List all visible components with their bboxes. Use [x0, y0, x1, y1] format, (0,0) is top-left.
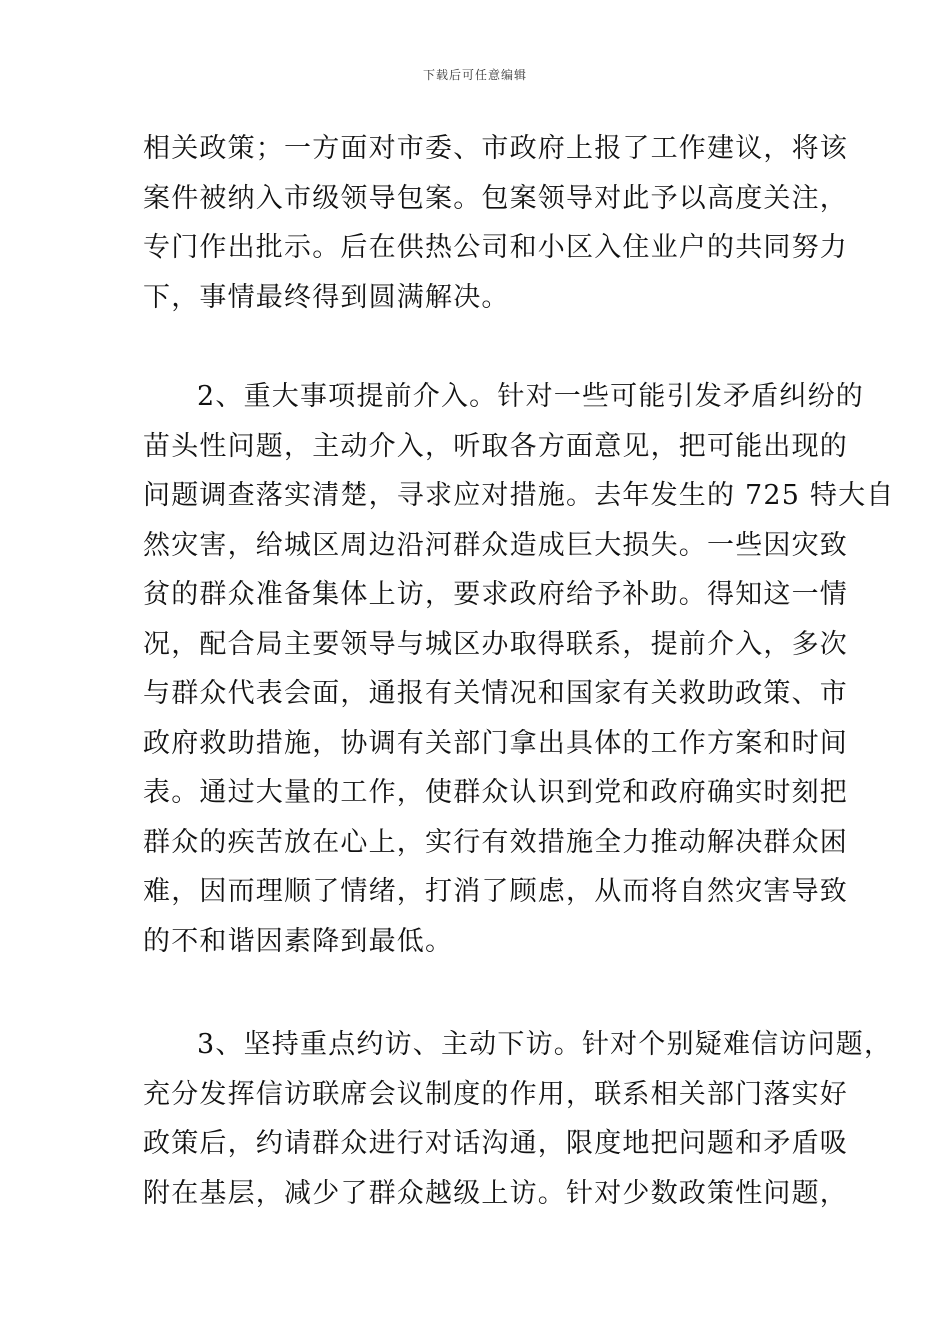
- paragraph-line: 然灾害，给城区周边沿河群众造成巨大损失。一些因灾致: [143, 529, 848, 561]
- paragraph-line: 与群众代表会面，通报有关情况和国家有关救助政策、市: [143, 678, 848, 709]
- paragraph-line: 况，配合局主要领导与城区办取得联系，提前介入，多次: [143, 628, 848, 660]
- paragraph-line: 的不和谐因素降到最低。: [143, 925, 454, 957]
- paragraph-line: 政府救助措施，协调有关部门拿出具体的工作方案和时间: [143, 727, 848, 759]
- paragraph-line: 案件被纳入市级领导包案。包案领导对此予以高度关注，: [143, 182, 848, 214]
- paragraph-line: 群众的疾苦放在心上，实行有效措施全力推动解决群众困: [143, 826, 848, 858]
- paragraph-3: [143, 1020, 893, 1218]
- paragraph-line: 难，因而理顺了情绪，打消了顾虑，从而将自然灾害导致: [143, 876, 848, 907]
- paragraph-line: 政策后，约请群众进行对话沟通，限度地把问题和矛盾吸: [143, 1128, 848, 1159]
- paragraph-2: [143, 372, 895, 966]
- paragraph-line: 相关政策；一方面对市委、市政府上报了工作建议，将该: [143, 133, 848, 164]
- paragraph-line: 3、坚持重点约访、主动下访。针对个别疑难信访问题，: [197, 1029, 893, 1060]
- paragraph-line: 问题调查落实清楚，寻求应对措施。去年发生的 725 特大自: [143, 480, 895, 511]
- paragraph-line: 下，事情最终得到圆满解决。: [143, 281, 510, 313]
- paragraph-line: 2、重大事项提前介入。针对一些可能引发矛盾纠纷的: [197, 381, 864, 412]
- paragraph-line: 表。通过大量的工作，使群众认识到党和政府确实时刻把: [143, 777, 848, 808]
- paragraph-line: 附在基层，减少了群众越级上访。针对少数政策性问题，: [143, 1177, 848, 1209]
- paragraph-line: 贫的群众准备集体上访，要求政府给予补助。得知这一情: [143, 579, 848, 610]
- paragraph-line: 充分发挥信访联席会议制度的作用，联系相关部门落实好: [143, 1078, 848, 1110]
- paragraph-line: 专门作出批示。后在供热公司和小区入住业户的共同努力: [143, 232, 848, 263]
- paragraph-line: 苗头性问题，主动介入，听取各方面意见，把可能出现的: [143, 430, 848, 462]
- page-header-note: 下载后可任意编辑: [422, 68, 527, 82]
- paragraph-1: [143, 124, 848, 322]
